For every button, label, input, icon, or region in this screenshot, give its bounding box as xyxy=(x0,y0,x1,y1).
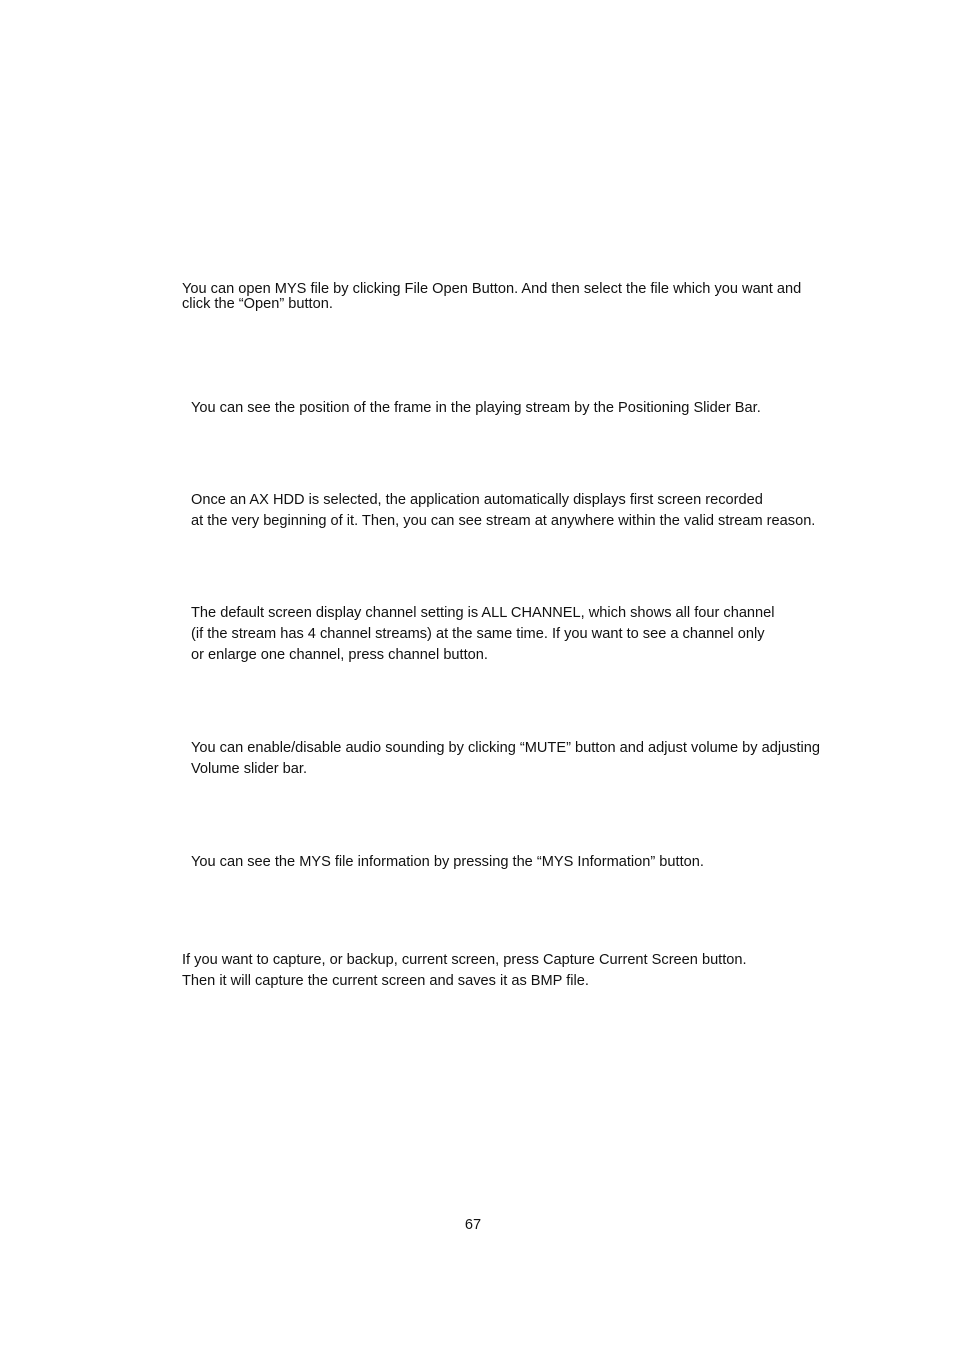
paragraph-line: (if the stream has 4 channel streams) at the same time. If you want to see a channel only xyxy=(191,626,765,642)
mys-information-paragraph xyxy=(191,852,704,873)
paragraph-line: Once an AX HDD is selected, the application automatically displays first screen recorded xyxy=(191,492,763,508)
page-number: 67 xyxy=(464,1217,482,1233)
paragraph-line: click the “Open” button. xyxy=(182,296,333,312)
paragraph-line: at the very beginning of it. Then, you can see stream at anywhere within the valid stream reason. xyxy=(191,513,816,529)
paragraph-line: Volume slider bar. xyxy=(191,761,308,777)
hdd-selection-paragraph xyxy=(191,490,815,532)
paragraph-line: The default screen display channel setting is ALL CHANNEL, which shows all four channel xyxy=(191,605,775,621)
channel-display-paragraph xyxy=(191,603,775,666)
paragraph-line: or enlarge one channel, press channel button. xyxy=(191,647,488,663)
file-open-paragraph xyxy=(182,282,801,312)
paragraph-line: Then it will capture the current screen and saves it as BMP file. xyxy=(182,973,589,989)
paragraph-line: You can open MYS file by clicking File Open Button. And then select the file which you want and xyxy=(182,281,802,297)
capture-screen-paragraph xyxy=(182,950,747,992)
paragraph-line: You can see the MYS file information by pressing the “MYS Information” button. xyxy=(191,854,704,870)
positioning-slider-paragraph xyxy=(191,398,761,419)
audio-mute-paragraph xyxy=(191,738,820,780)
paragraph-line: If you want to capture, or backup, current screen, press Capture Current Screen button. xyxy=(182,952,747,968)
paragraph-line: You can enable/disable audio sounding by clicking “MUTE” button and adjust volume by adjusting xyxy=(191,740,821,756)
paragraph-line: You can see the position of the frame in the playing stream by the Positioning Slider Bar. xyxy=(191,400,761,416)
